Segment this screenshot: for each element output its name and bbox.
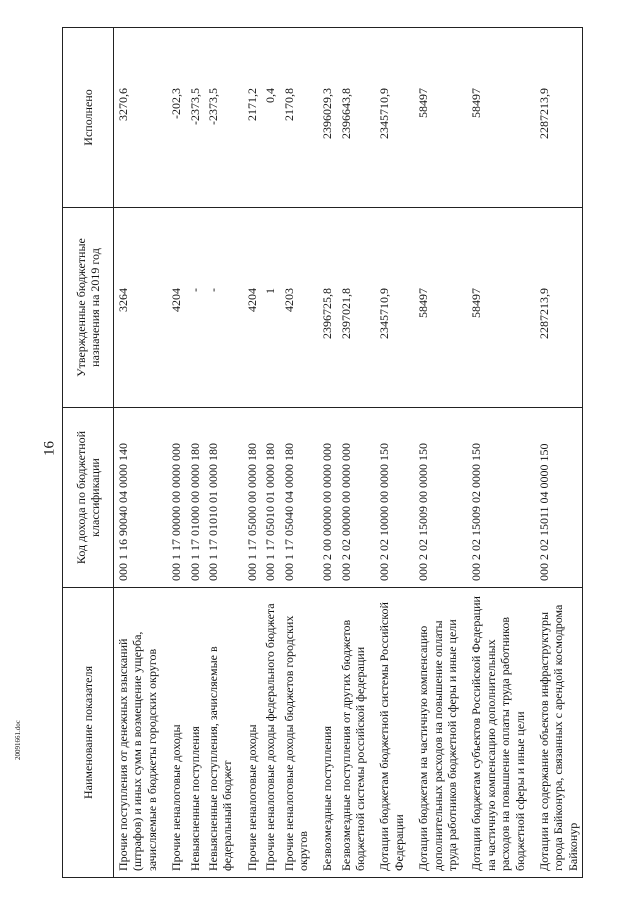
cell-executed: -202,3 xyxy=(161,28,185,208)
table-row xyxy=(280,28,313,878)
cell-name: Прочие поступления от денежных взысканий (штрафов) и иных сумм в возмещение ущерба, зачисляемые в бюджеты городских округов xyxy=(114,588,162,878)
cell-approved: 4203 xyxy=(280,208,313,408)
cell-code: 000 1 17 00000 00 0000 000 xyxy=(161,408,185,588)
cell-approved: 58497 xyxy=(461,208,529,408)
cell-approved: - xyxy=(204,208,237,408)
table-row xyxy=(461,28,529,878)
cell-code: 000 2 02 15011 04 0000 150 xyxy=(529,408,583,588)
cell-approved: 58497 xyxy=(408,208,461,408)
cell-executed: 2287213,9 xyxy=(529,28,583,208)
table-row xyxy=(114,28,162,878)
header-approved: Утвержденные бюджетные назначения на 2019 год xyxy=(63,208,114,408)
cell-code: 000 2 00 00000 00 0000 000 xyxy=(312,408,336,588)
table-row xyxy=(529,28,583,878)
cell-executed: 2170,8 xyxy=(280,28,313,208)
cell-executed: 2171,2 xyxy=(237,28,261,208)
budget-table xyxy=(62,27,583,878)
cell-name: Безвозмездные поступления от других бюджетов бюджетной системы российской федерации xyxy=(337,588,370,878)
table-row xyxy=(369,28,408,878)
cell-name: Дотации бюджетам субъектов Российской Федерации на частичную компенсацию дополнительных расходов на повышение оплаты труда работников бюджетной сферы и иные цели xyxy=(461,588,529,878)
cell-executed: 58497 xyxy=(461,28,529,208)
cell-name: Прочие неналоговые доходы бюджетов городских округов xyxy=(280,588,313,878)
cell-code: 000 1 17 05010 01 0000 180 xyxy=(261,408,279,588)
table-row xyxy=(186,28,204,878)
cell-name: Невыясненные поступления, зачисляемые в федеральный бюджет xyxy=(204,588,237,878)
cell-approved: 4204 xyxy=(161,208,185,408)
cell-executed: 3270,6 xyxy=(114,28,162,208)
cell-approved: 3264 xyxy=(114,208,162,408)
cell-code: 000 2 02 15009 02 0000 150 xyxy=(461,408,529,588)
table-row xyxy=(261,28,279,878)
cell-name: Прочие неналоговые доходы xyxy=(161,588,185,878)
footer-filename: 20091661.doc xyxy=(14,720,22,760)
cell-code: 000 2 02 15009 00 0000 150 xyxy=(408,408,461,588)
header-name: Наименование показателя xyxy=(63,588,114,878)
cell-approved: 1 xyxy=(261,208,279,408)
cell-approved: 4204 xyxy=(237,208,261,408)
table-row xyxy=(312,28,336,878)
cell-executed: -2373,5 xyxy=(204,28,237,208)
cell-executed: 2396029,3 xyxy=(312,28,336,208)
cell-approved: 2345710,9 xyxy=(369,208,408,408)
cell-approved: 2397021,8 xyxy=(337,208,370,408)
cell-name: Прочие неналоговые доходы xyxy=(237,588,261,878)
table-row xyxy=(408,28,461,878)
cell-executed: 0,4 xyxy=(261,28,279,208)
cell-name: Дотации бюджетам на частичную компенсацию дополнительных расходов на повышение оплаты труда работников бюджетной сферы и иные цели xyxy=(408,588,461,878)
cell-code: 000 1 17 05040 04 0000 180 xyxy=(280,408,313,588)
cell-code: 000 2 02 00000 00 0000 000 xyxy=(337,408,370,588)
cell-code: 000 1 17 01000 00 0000 180 xyxy=(186,408,204,588)
cell-code: 000 1 16 90040 04 0000 140 xyxy=(114,408,162,588)
cell-executed: -2373,5 xyxy=(186,28,204,208)
cell-code: 000 1 17 01010 01 0000 180 xyxy=(204,408,237,588)
table-header xyxy=(63,28,114,878)
table-row xyxy=(204,28,237,878)
cell-approved: 2396725,8 xyxy=(312,208,336,408)
cell-executed: 2345710,9 xyxy=(369,28,408,208)
table-row xyxy=(337,28,370,878)
page-number: 16 xyxy=(41,441,58,456)
header-code: Код дохода по бюджетной классификации xyxy=(63,408,114,588)
cell-code: 000 1 17 05000 00 0000 180 xyxy=(237,408,261,588)
table-body xyxy=(114,28,583,878)
header-executed: Исполнено xyxy=(63,28,114,208)
cell-name: Безвозмездные поступления xyxy=(312,588,336,878)
cell-executed: 2396643,8 xyxy=(337,28,370,208)
cell-name: Дотации бюджетам бюджетной системы Российской Федерации xyxy=(369,588,408,878)
cell-name: Дотации на содержание объектов инфраструктуры города Байконура, связанных с арендой космодрома Байконур xyxy=(529,588,583,878)
cell-approved: - xyxy=(186,208,204,408)
rotated-page-content xyxy=(62,28,607,878)
cell-code: 000 2 02 10000 00 0000 150 xyxy=(369,408,408,588)
cell-approved: 2287213,9 xyxy=(529,208,583,408)
table-row xyxy=(161,28,185,878)
cell-name: Прочие неналоговые доходы федерального бюджета xyxy=(261,588,279,878)
cell-name: Невыясненные поступления xyxy=(186,588,204,878)
cell-executed: 58497 xyxy=(408,28,461,208)
table-row xyxy=(237,28,261,878)
